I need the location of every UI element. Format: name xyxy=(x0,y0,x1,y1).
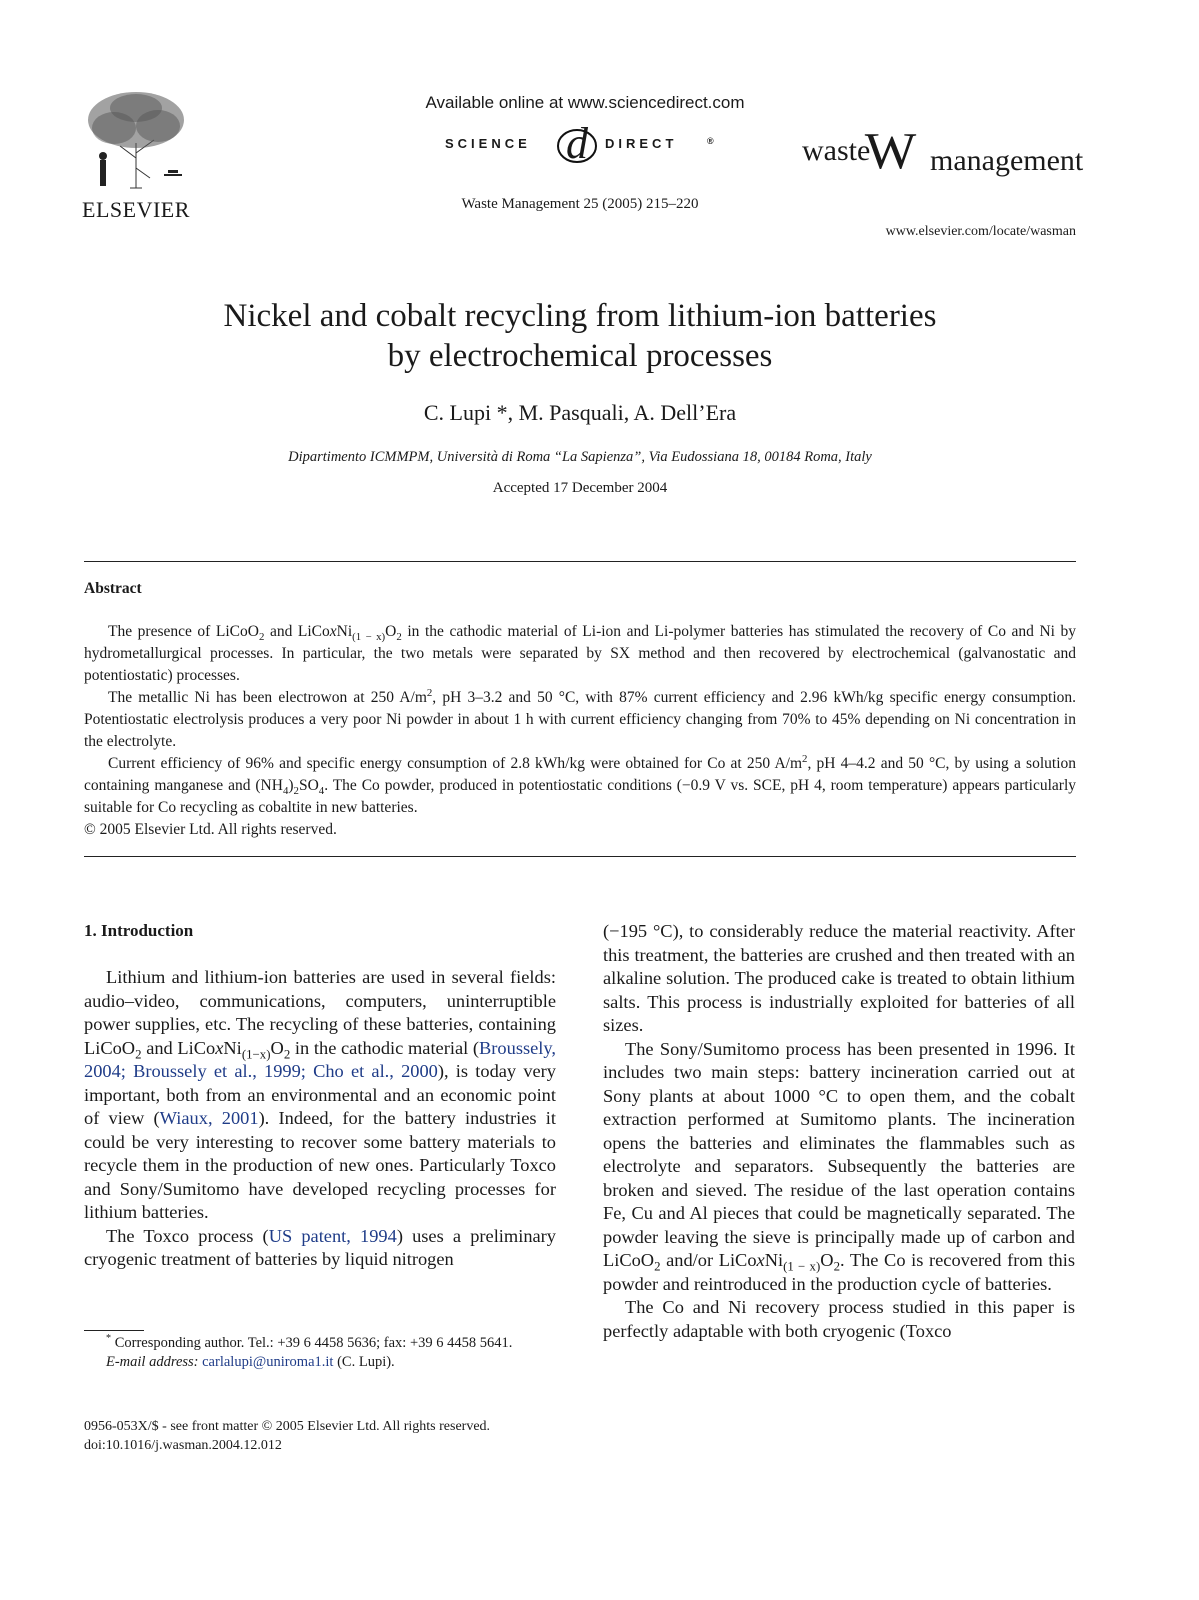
rule-top xyxy=(84,561,1076,562)
citation-link[interactable]: Broussely, 2004; Broussely et al., 1999; Cho et al., 2000 xyxy=(84,1037,556,1081)
elsevier-logo xyxy=(80,88,192,223)
section-heading: 1. Introduction xyxy=(84,921,194,940)
email-link[interactable]: carlalupi@uniroma1.it xyxy=(202,1354,334,1370)
citation-link[interactable]: US patent, 1994 xyxy=(268,1225,397,1246)
wm-w-icon: W xyxy=(864,123,917,180)
sd-registered: ® xyxy=(707,136,714,146)
footnote-author: * Corresponding author. Tel.: +39 6 4458 5636; fax: +39 6 4458 5641. xyxy=(106,1333,513,1351)
article-title xyxy=(120,296,1040,376)
copyright: © 2005 Elsevier Ltd. All rights reserved. xyxy=(84,821,337,838)
abstract-body xyxy=(84,621,1076,841)
elsevier-tree-icon xyxy=(80,88,192,190)
abstract-heading: Abstract xyxy=(84,580,142,597)
footnote-rule xyxy=(84,1330,144,1331)
footnote-email: E-mail address: carlalupi@uniroma1.it (C. Lupi). xyxy=(106,1354,395,1370)
footnote xyxy=(84,1334,556,1372)
accepted-date: Accepted 17 December 2004 xyxy=(492,480,668,496)
affiliation: Dipartimento ICMMPM, Università di Roma “La Sapienza”, Via Eudossiana 18, 00184 Roma, Italy xyxy=(288,449,872,465)
left-column xyxy=(84,966,556,1272)
sciencedirect-logo xyxy=(445,119,735,168)
intro-paragraph-5: The Co and Ni recovery process studied in this paper is perfectly adaptable with both cryogenic (Toxco xyxy=(603,1297,1075,1341)
wm-waste-text: waste xyxy=(802,134,871,167)
sd-at-icon: d xyxy=(566,119,588,168)
sd-ring-icon xyxy=(555,126,599,166)
available-online[interactable]: Available online at www.sciencedirect.com xyxy=(425,93,745,112)
intro-paragraph-3: (−195 °C), to considerably reduce the material reactivity. After this treatment, the batteries are crushed and then treated with an alkaline solution. The produced cake is treated to obtain lithium salts. This process is industrially exploited for batteries of all sizes. xyxy=(603,921,1075,1035)
bottom-info xyxy=(84,1417,490,1455)
rule-bottom xyxy=(84,856,1076,857)
waste-management-logo xyxy=(802,123,1084,186)
intro-paragraph-1: Lithium and lithium-ion batteries are used in several fields: audio–video, communications, computers, uninterruptible power supplies, etc. The recycling of these batteries, containing LiCoO$_2$ and $LiCoxNi_{(1-x)}O_2$ in the cathodic material (Broussely, 2004; Broussely et al., 1999; Cho et al., 2000), is today very important, both from an environmental and an economic point of view (Wiaux, 2001). Indeed, for the battery industries it could be very interesting to recover some battery materials to recycle them in the production of new ones. Particularly Toxco and Sony/Sumitomo have developed recycling processes for lithium batteries. xyxy=(84,967,556,1222)
abstract-paragraph-3: Current efficiency of 96% and specific energy consumption of 2.8 kWh/kg were obtained for Co at 250 $A/m^2$, pH 4–4.2 and 50 °C, by using a solution containing manganese and $(NH_4)_2SO_4$. The Co powder, produced in potentiostatic conditions (−0.9 V vs. SCE, pH 4, room temperature) appears particularly suitable for Co recycling as cobaltite in new batteries. xyxy=(84,752,1077,816)
abstract-paragraph-1: The presence of LiCoO$_2$ and $LiCoxNi_{(1 - x)}O_2$ in the cathodic material of Li-ion and Li-polymer batteries has stimulated the recovery of Co and Ni by hydrometallurgical processes. In particular, the two metals were separated by SX method and then recovered by electrochemical (galvanostatic and potentiostatic) processes. xyxy=(84,623,1077,684)
journal-reference: Waste Management 25 (2005) 215–220 xyxy=(461,196,699,212)
right-column xyxy=(603,920,1075,1343)
journal-url[interactable]: www.elsevier.com/locate/wasman xyxy=(885,224,1076,239)
title-line-1: Nickel and cobalt recycling from lithium-ion batteries xyxy=(223,298,937,334)
publisher-name: ELSEVIER xyxy=(82,197,190,222)
intro-paragraph-2: The Toxco process (US patent, 1994) uses a preliminary cryogenic treatment of batteries by liquid nitrogen xyxy=(84,1225,557,1269)
authors: C. Lupi *, M. Pasquali, A. Dell’Era xyxy=(423,400,737,425)
title-line-2: by electrochemical processes xyxy=(387,338,773,374)
abstract-paragraph-2: The metallic Ni has been electrowon at 250 $A/m^2$, pH 3–3.2 and 50 °C, with 87% current efficiency and 2.96 kWh/kg specific energy consumption. Potentiostatic electrolysis produces a very poor Ni powder in about 1 h with current efficiency changing from 70% to 45% depending on Ni concentration in the electrolyte. xyxy=(84,686,1076,750)
wm-management-text: management xyxy=(930,144,1084,177)
sd-left-text: SCIENCE xyxy=(445,136,531,151)
intro-paragraph-4: The Sony/Sumitomo process has been presented in 1996. It includes two main steps: battery incineration carried out at Sony plants at about 1000 °C to open them, and the cobalt extraction performed at Sumitomo plants. The incineration opens the batteries and eliminates the flammables such as electrolyte and separators. Subsequently the batteries are broken and sieved. The residue of the last operation contains Fe, Cu and Al pieces that could be magnetically separated. The powder leaving the sieve is principally made up of carbon and LiCoO$_2$ and/or $LiCoxNi_{(1 - x)}O_2$. The Co is recovered from this powder and reintroduced in the production cycle of batteries. xyxy=(603,1038,1076,1294)
citation-link[interactable]: Wiaux, 2001 xyxy=(159,1108,259,1128)
issn-line: 0956-053X/$ - see front matter © 2005 Elsevier Ltd. All rights reserved. xyxy=(84,1419,491,1434)
sd-right-text: DIRECT xyxy=(605,136,678,151)
doi-line[interactable]: doi:10.1016/j.wasman.2004.12.012 xyxy=(84,1438,282,1453)
